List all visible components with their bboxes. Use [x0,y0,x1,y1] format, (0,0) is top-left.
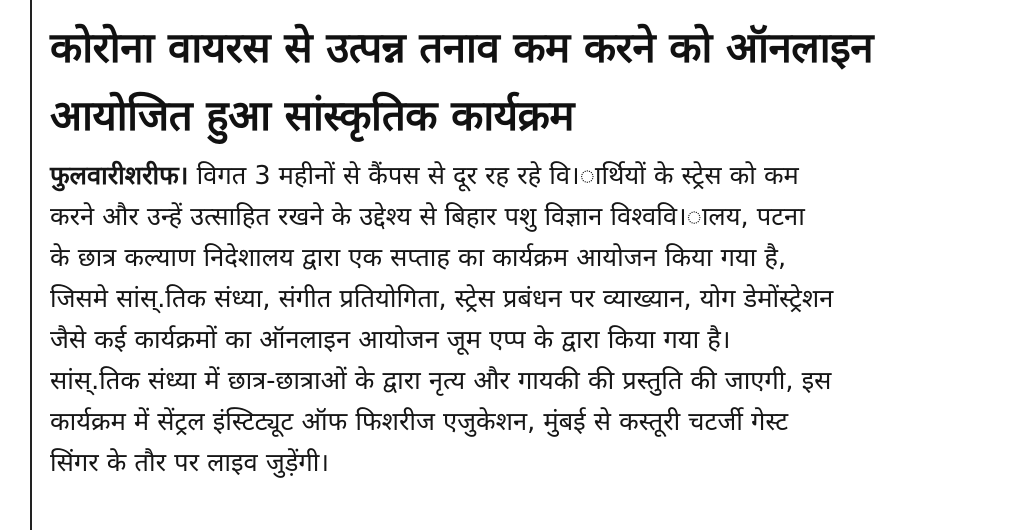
news-clipping [30,0,1024,530]
article-line-6: सांस्.तिक संध्या में छात्र-छात्राओं के द्वारा नृत्य और गायकी की प्रस्तुति की जाएगी, इस [50,366,832,396]
dateline: फुलवारीशरीफ। [50,161,189,191]
article-body [50,156,1014,484]
article-line-4: जिसमे सांस्.तिक संध्या, संगीत प्रतियोगिता, स्ट्रेस प्रबंधन पर व्याख्यान, योग डेमोंस्ट्रेशन [50,284,834,314]
article-line-3: के छात्र कल्याण निदेशालय द्वारा एक सप्ताह का कार्यक्रम आयोजन किया गया है, [50,243,787,273]
article-line-1-text: विगत 3 महीनों से कैंपस से दूर रह रहे वि।ार्थियों के स्ट्रेस को कम [188,161,799,191]
article-line-5: जैसे कई कार्यक्रमों का ऑनलाइन आयोजन जूम एप्प के द्वारा किया गया है। [50,325,731,355]
headline-line-1: कोरोना वायरस से उत्पन्न तनाव कम करने को ऑनलाइन [50,23,874,72]
headline [50,14,1014,150]
article-line-8: सिंगर के तौर पर लाइव जुड़ेंगी। [50,448,330,478]
headline-line-2: आयोजित हुआ सांस्कृतिक कार्यक्रम [50,91,575,140]
article-line-1 [50,156,1014,197]
article-line-7: कार्यक्रम में सेंट्रल इंस्टिट्यूट ऑफ फिशरीज एजुकेशन, मुंबई से कस्तूरी चटर्जी गेस्ट [50,407,789,437]
article-line-2: करने और उन्हें उत्साहित रखने के उद्देश्य से बिहार पशु विज्ञान विश्ववि।ालय, पटना [50,202,805,232]
